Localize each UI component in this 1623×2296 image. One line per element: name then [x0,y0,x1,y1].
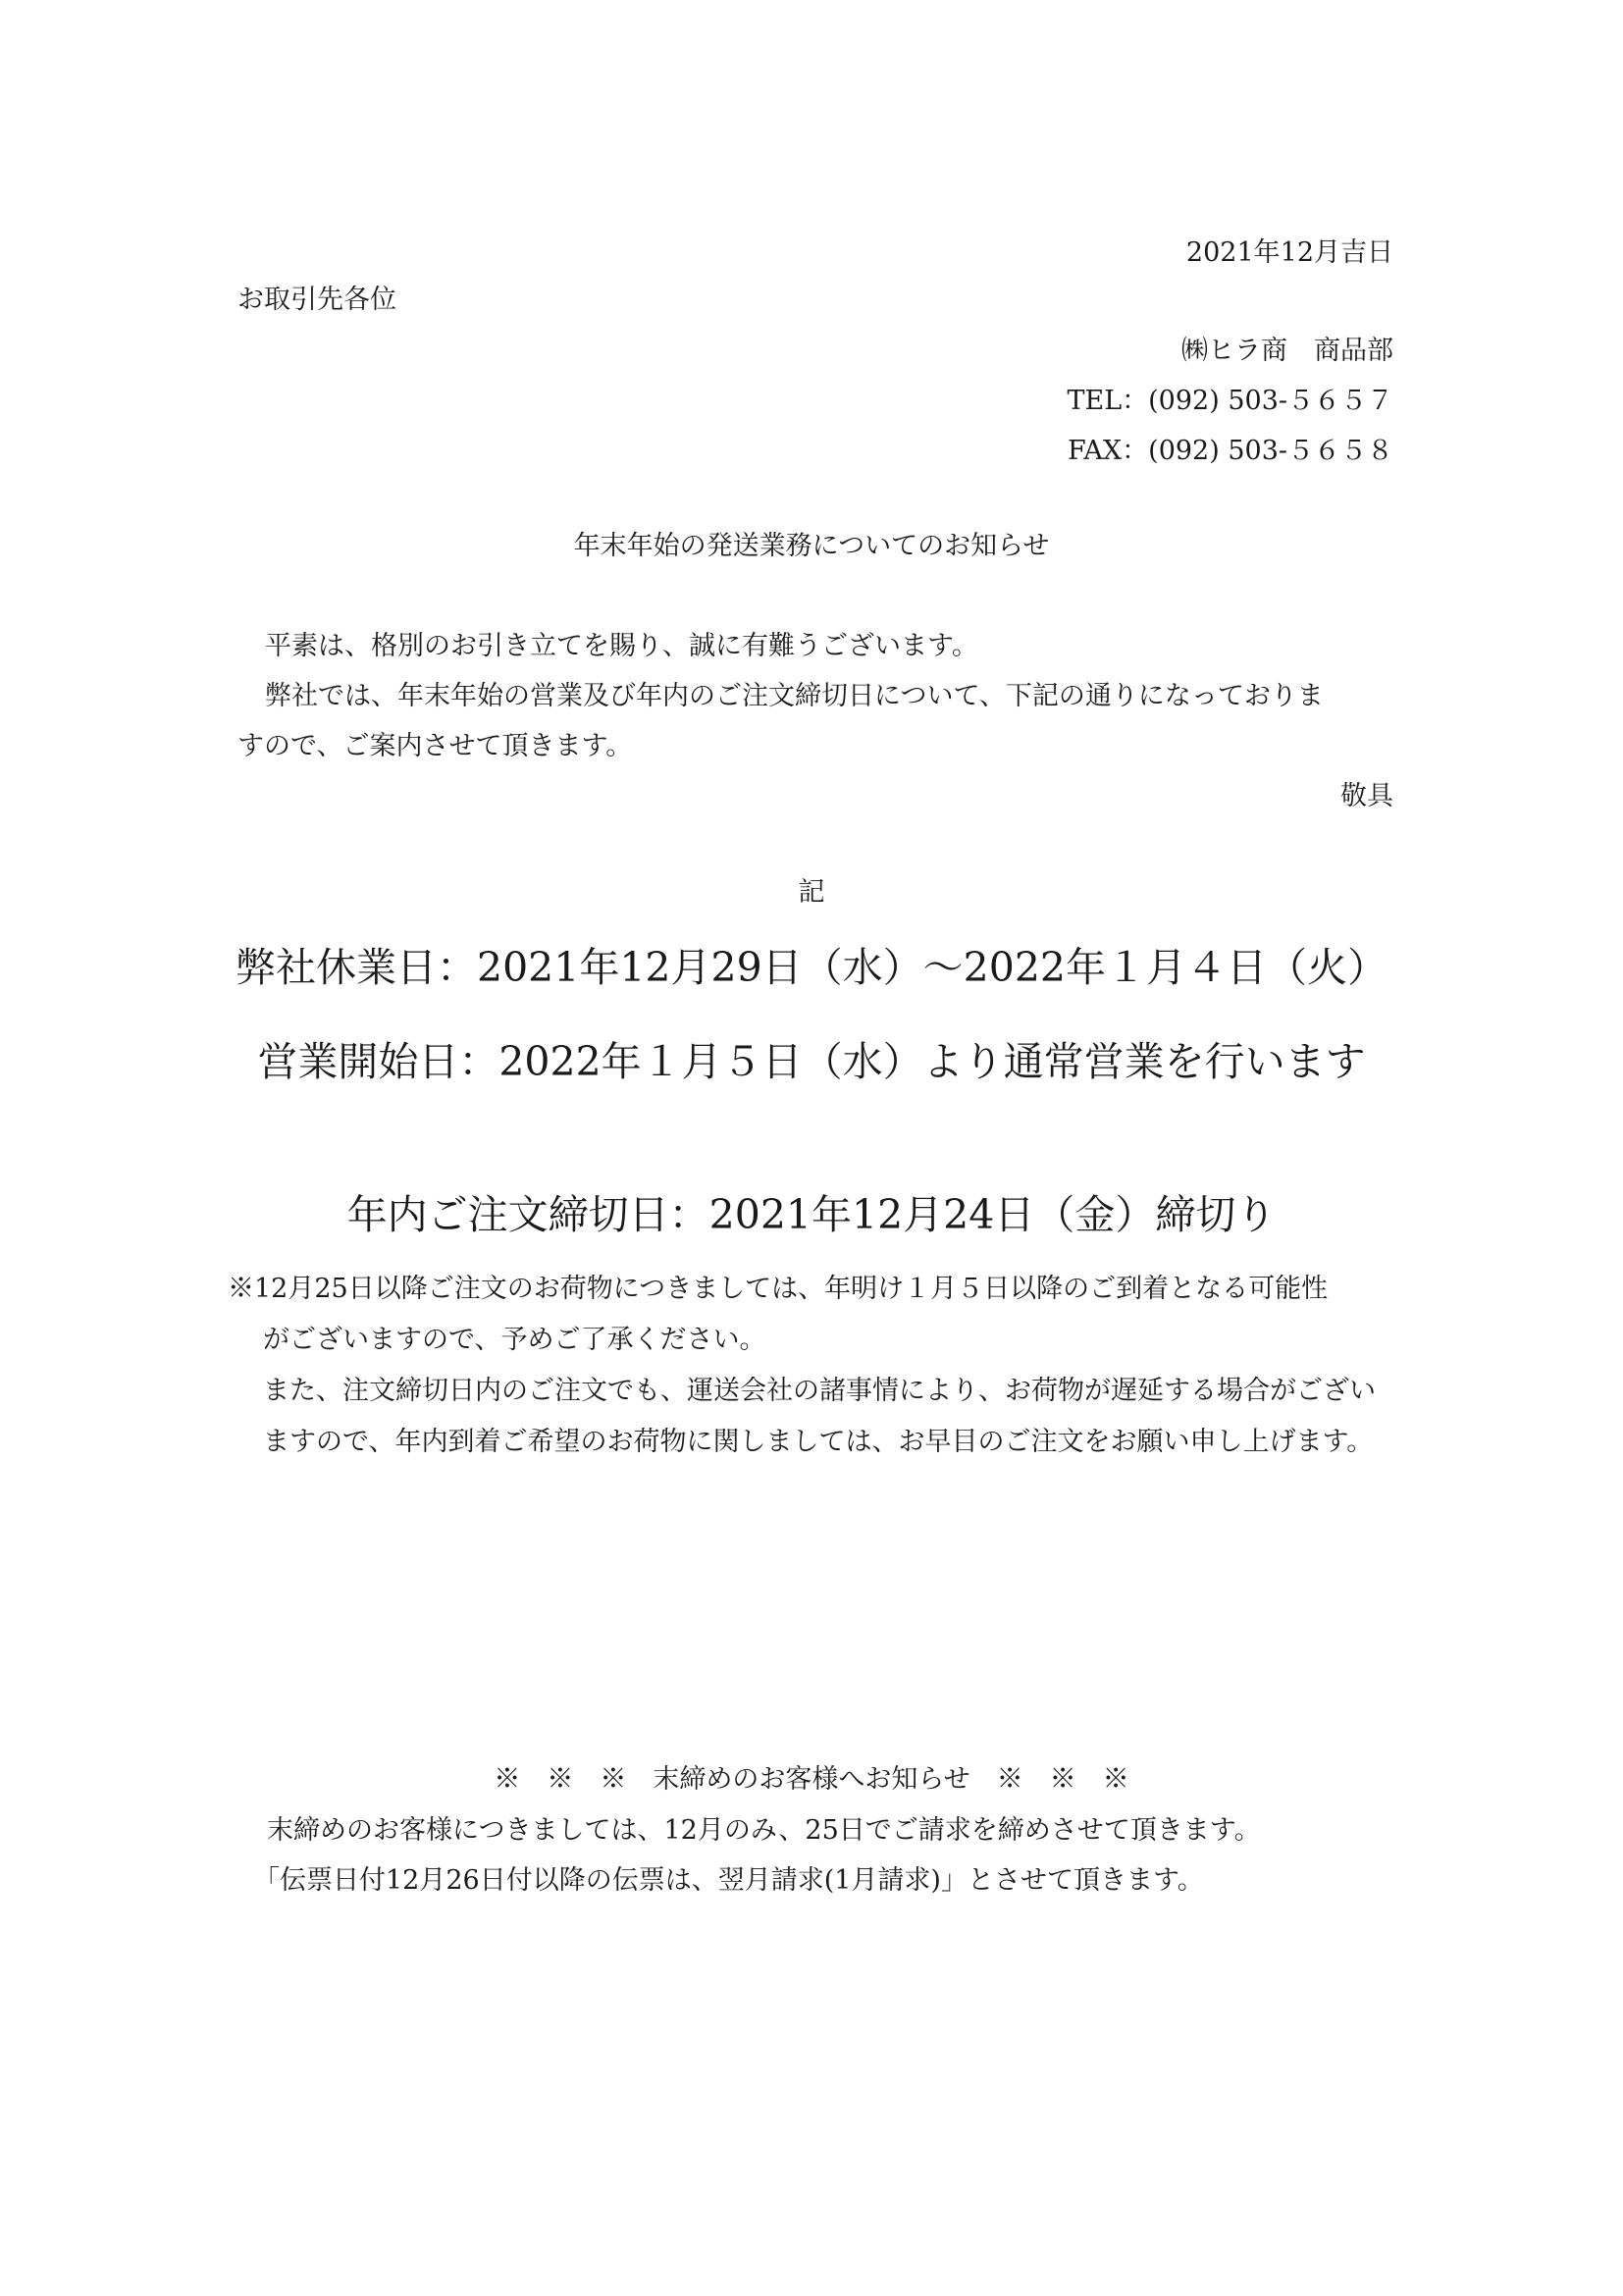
ki-marker: 記 [798,877,825,908]
note-line-1: ※12月25日以降ご注文のお荷物につきましては、年明け１月５日以降のご到着となる可能性 [228,1274,1329,1304]
order-deadline-notice: 年内ご注文締切日：2021年12月24日（金）締切り [346,1191,1277,1238]
month-end-line-1: 末締めのお客様につきましては、12月のみ、25日でご請求を締めさせて頂きます。 [267,1815,1261,1846]
note-line-2: がございますので、予めご了承ください。 [263,1325,766,1355]
sender-fax: FAX：(092) 503-５６５８ [1068,436,1393,466]
month-end-line-2: 「伝票日付12月26日付以降の伝票は、翌月請求(1月請求)」とさせて頂きます。 [253,1865,1204,1896]
holiday-notice: 弊社休業日：2021年12月29日（水）～2022年１月４日（火） [235,944,1388,991]
sender-company: ㈱ヒラ商 商品部 [1181,336,1393,366]
business-start-notice: 営業開始日：2022年１月５日（水）より通常営業を行います [257,1038,1366,1085]
note-line-3: また、注文締切日内のご注文でも、運送会社の諸事情により、お荷物が遅延する場合がござい [263,1376,1376,1406]
document-title: 年末年始の発送業務についてのお知らせ [573,531,1050,561]
info-paragraph-line-1: 弊社では、年末年始の営業及び年内のご注文締切日について、下記の通りになっておりま [265,681,1324,711]
month-end-title: ※ ※ ※ 末締めのお客様へお知らせ ※ ※ ※ [494,1764,1129,1795]
document-date: 2021年12月吉日 [1185,237,1393,268]
closing-word: 敬具 [1340,781,1393,811]
info-paragraph-line-2: すので、ご案内させて頂きます。 [237,731,633,761]
note-line-4: ますので、年内到着ご希望のお荷物に関しましては、お早目のご注文をお願い申し上げます。 [263,1427,1374,1457]
recipient: お取引先各位 [237,285,396,315]
greeting-paragraph: 平素は、格別のお引き立てを賜り、誠に有難うございます。 [265,631,978,661]
sender-tel: TEL：(092) 503-５６５７ [1067,386,1393,416]
